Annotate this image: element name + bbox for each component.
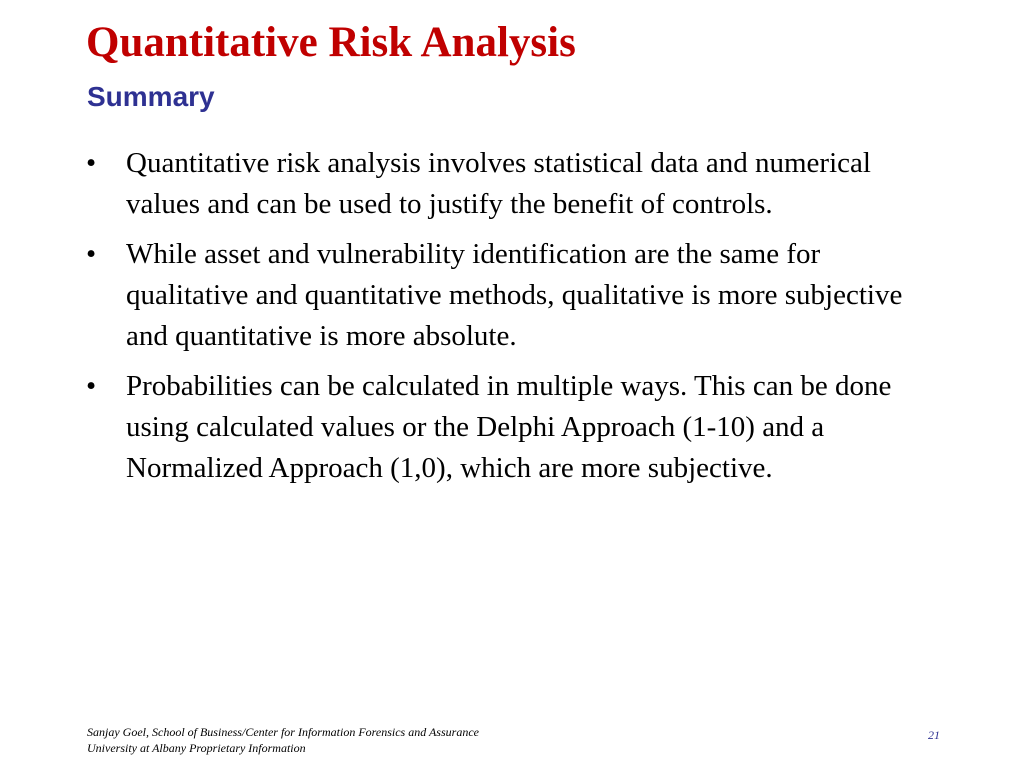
slide-title: Quantitative Risk Analysis	[86, 19, 576, 66]
bullet-item	[86, 234, 936, 357]
footer-author-line: Sanjay Goel, School of Business/Center for Information Forensics and Assurance	[87, 725, 479, 739]
bullet-text: Quantitative risk analysis involves statistical data and numerical values and can be used to justify the benefit of controls.	[126, 147, 871, 220]
bullet-list	[86, 143, 936, 498]
bullet-text: Probabilities can be calculated in multiple ways. This can be done using calculated values or the Delphi Approach (1-10) and a Normalized Approach (1,0), which are more subjective.	[126, 370, 892, 484]
bullet-icon: •	[86, 370, 97, 402]
bullet-icon: •	[86, 147, 97, 179]
bullet-item	[86, 366, 936, 489]
slide-subtitle: Summary	[87, 81, 215, 112]
footer-proprietary-line: University at Albany Proprietary Information	[87, 741, 306, 755]
bullet-item	[86, 143, 936, 225]
page-number: 21	[928, 728, 940, 742]
bullet-text: While asset and vulnerability identification are the same for qualitative and quantitative methods, qualitative is more subjective and quantitative is more absolute.	[126, 238, 903, 352]
bullet-icon: •	[86, 238, 97, 270]
footer	[87, 724, 479, 756]
